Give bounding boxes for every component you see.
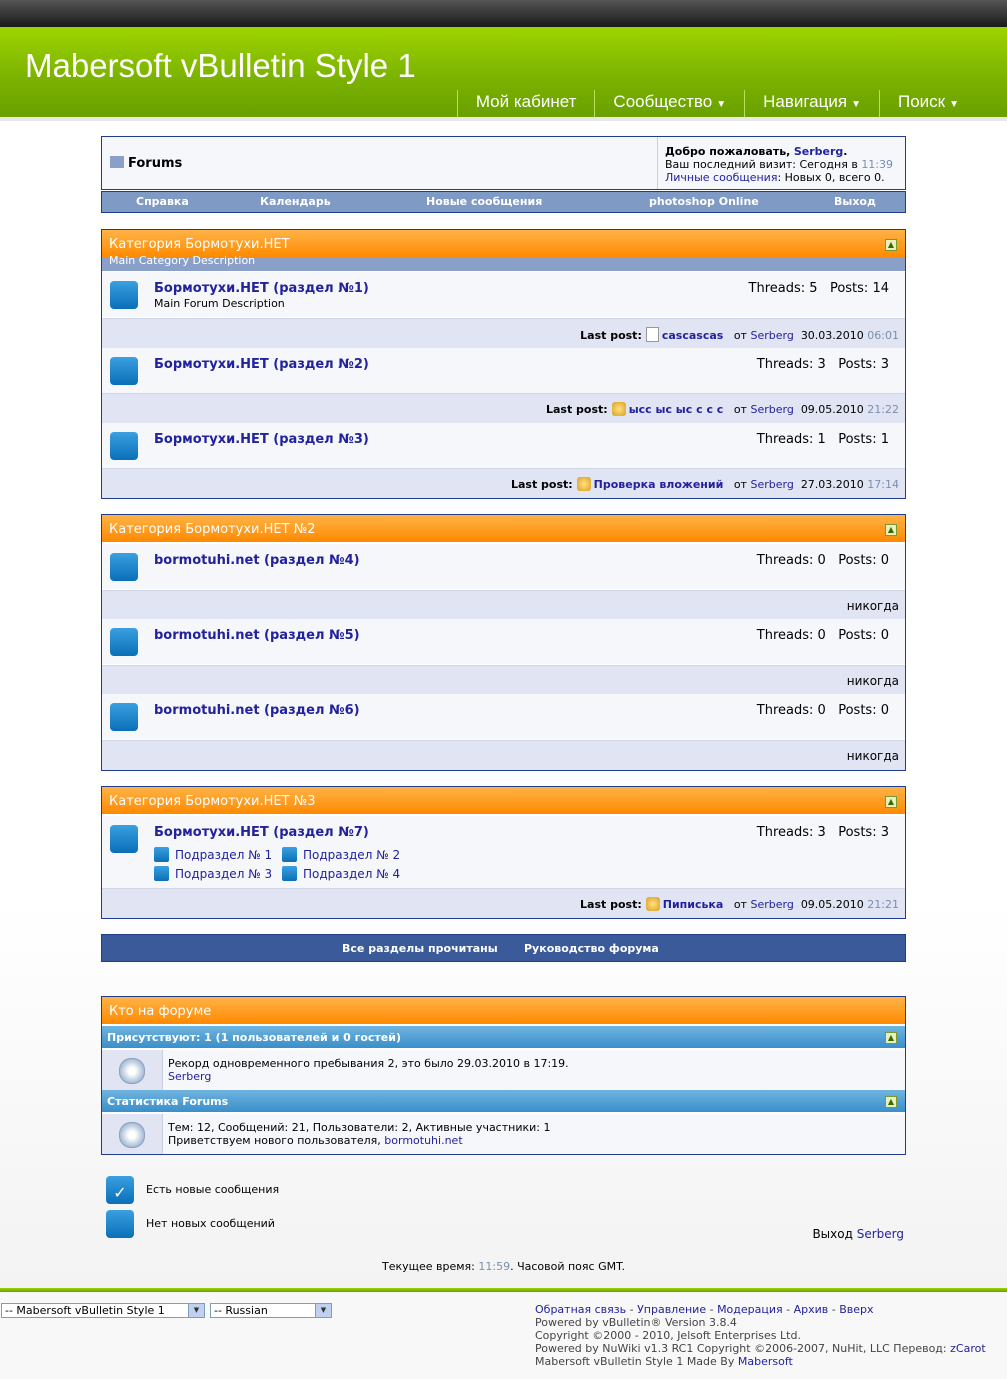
private-messages-count: : Новых 0, всего 0.	[777, 171, 885, 184]
last-post-row	[102, 318, 905, 348]
category-header	[102, 787, 905, 814]
forum-title[interactable]: bormotuhi.net (раздел №5)	[154, 628, 360, 643]
subforum-item[interactable]: Подраздел № 2	[282, 847, 400, 862]
forum-row	[102, 272, 905, 317]
nav-navigation[interactable]	[744, 90, 879, 117]
forum-status-icon	[110, 281, 138, 309]
forum-row	[102, 544, 905, 589]
last-post-row	[102, 665, 905, 695]
last-post-info: Last post: Проверка вложений от Serberg 27.03.2010 17:14	[510, 478, 899, 491]
main-nav	[457, 90, 977, 117]
last-post-row	[102, 888, 905, 918]
subforum-icon	[154, 866, 169, 881]
forum-row	[102, 619, 905, 664]
last-post-never: никогда	[846, 674, 899, 688]
thumbs-up-icon	[612, 402, 626, 416]
legend-new-posts	[106, 1176, 279, 1204]
forum-title[interactable]: Бормотухи.НЕТ (раздел №3)	[154, 432, 369, 447]
forum-stats: Threads: 0 Posts: 0	[756, 553, 889, 568]
whos-online-box	[101, 996, 906, 1155]
last-post-user[interactable]: Serberg	[750, 478, 794, 491]
powered-by: Powered by vBulletin® Version 3.8.4	[535, 1316, 737, 1329]
forum-stats: Threads: 3 Posts: 3	[756, 825, 889, 840]
last-post-title[interactable]: Проверка вложений	[593, 478, 724, 491]
logout-label: Выход	[812, 1227, 853, 1241]
nuwiki-credit: Powered by NuWiki v1.3 RC1 Copyright ©2006-2007, NuHit, LLC Перевод:	[535, 1342, 947, 1355]
last-visit-time: 11:39	[861, 158, 894, 171]
last-post-info: Last post: Пиписька от Serberg 09.05.2010 21:21	[580, 898, 899, 911]
footer-admin-link[interactable]: Управление	[637, 1303, 707, 1316]
category-description: Main Category Description	[109, 254, 256, 267]
legend-label: Есть новые сообщения	[146, 1183, 280, 1196]
nav-label: Мой кабинет	[475, 92, 577, 111]
chevron-down-icon: ▼	[188, 1304, 204, 1317]
category-block	[101, 229, 906, 499]
last-post-user[interactable]: Serberg	[750, 403, 794, 416]
last-post-user[interactable]: Serberg	[750, 898, 794, 911]
forum-stats: Threads: 1 Posts: 1	[756, 432, 889, 447]
forum-title[interactable]: Бормотухи.НЕТ (раздел №7)	[154, 825, 369, 840]
forum-status-icon	[110, 825, 138, 853]
last-post-row	[102, 740, 905, 770]
site-header	[0, 27, 1007, 117]
navbar-new-posts[interactable]: Новые сообщения	[426, 195, 543, 208]
chevron-down-icon: ▼	[851, 99, 861, 110]
welcome-panel: Добро пожаловать, Serberg. Ваш последний визит: Сегодня в 11:39 Личные сообщения: Новых 0, всего 0.	[657, 137, 904, 189]
navbar-photoshop-online[interactable]: photoshop Online	[649, 195, 759, 208]
category-title[interactable]: Категория Бормотухи.НЕТ	[109, 237, 290, 252]
forum-title[interactable]: Бормотухи.НЕТ (раздел №1)	[154, 281, 369, 296]
style-credit: Mabersoft vBulletin Style 1 Made By	[535, 1355, 735, 1368]
copyright: Copyright ©2000 - 2010, Jelsoft Enterprises Ltd.	[535, 1329, 801, 1342]
last-visit-text: Ваш последний визит: Сегодня в	[665, 158, 858, 171]
last-post-user[interactable]: Serberg	[750, 329, 794, 342]
forum-status-icon	[110, 703, 138, 731]
forum-stats: Threads: 0 Posts: 0	[756, 628, 889, 643]
category-header	[102, 515, 905, 542]
stats-row	[102, 1114, 905, 1154]
online-users-row	[102, 1050, 905, 1090]
last-post-title[interactable]: cascascas	[661, 329, 724, 342]
subforum-icon	[282, 847, 297, 862]
category-title[interactable]: Категория Бормотухи.НЕТ №3	[109, 794, 316, 809]
navbar-calendar[interactable]: Календарь	[260, 195, 331, 208]
forum-stats: Threads: 5 Posts: 14	[748, 281, 889, 296]
nav-label: Сообщество	[613, 92, 713, 111]
subforum-item[interactable]: Подраздел № 4	[282, 866, 400, 881]
category-header	[102, 230, 905, 257]
footer-top-link[interactable]: Вверх	[839, 1303, 874, 1316]
last-post-title[interactable]: Пиписька	[662, 898, 724, 911]
online-record: Рекорд одновременного пребывания 2, это было 29.03.2010 в 17:19.	[168, 1057, 569, 1070]
last-post-info: Last post: ысс ыс ыс с с с от Serberg 09.05.2010 21:22	[545, 403, 899, 416]
users-icon-cell	[102, 1050, 163, 1090]
last-post-row	[102, 393, 905, 423]
collapse-icon[interactable]: ▲	[885, 239, 897, 251]
footer-links: Обратная связь - Управление - Модерация - Архив - Вверх Powered by vBulletin® Version 3.8.4 Copyright ©2000 - 2010, Jelsoft Enterprises Ltd. Powered by NuWiki v1.3 RC1 Copyright ©2006-2007, NuHit, LLC Перевод: zCarot Mabersoft vBulletin Style 1 Made By Mabersoft	[535, 1303, 986, 1368]
whos-online-header	[102, 997, 905, 1024]
users-icon	[119, 1058, 145, 1084]
stats-bar	[102, 1090, 905, 1112]
footer-contact-link[interactable]: Обратная связь	[535, 1303, 627, 1316]
online-users-bar	[102, 1026, 905, 1048]
language-select[interactable]: -- Russian ▼	[210, 1303, 332, 1318]
forum-status-icon	[110, 628, 138, 656]
online-users-text	[168, 1057, 569, 1083]
forum-leaders-link[interactable]: Руководство форума	[524, 942, 659, 955]
category-block	[101, 514, 906, 771]
forum-status-icon	[110, 432, 138, 460]
forum-title[interactable]: Бормотухи.НЕТ (раздел №2)	[154, 357, 369, 372]
thumbs-up-icon	[577, 477, 591, 491]
forum-title[interactable]: bormotuhi.net (раздел №4)	[154, 553, 360, 568]
style-select[interactable]: -- Mabersoft vBulletin Style 1 ▼	[1, 1303, 205, 1318]
whos-online-title[interactable]: Кто на форуме	[109, 1004, 212, 1019]
users-icon	[119, 1122, 145, 1148]
forum-status-icon	[110, 553, 138, 581]
forum-row	[102, 423, 905, 468]
collapse-icon[interactable]: ▲	[885, 1096, 897, 1108]
legend-label: Нет новых сообщений	[146, 1217, 275, 1230]
newest-member-link[interactable]: bormotuhi.net	[384, 1134, 463, 1147]
online-user-link[interactable]: Serberg	[168, 1070, 212, 1083]
subforum-item[interactable]: Подраздел № 1	[154, 847, 272, 862]
page-footer	[0, 1292, 1007, 1379]
logout-link[interactable]	[812, 1227, 904, 1241]
subforum-item[interactable]: Подраздел № 3	[154, 866, 272, 881]
chevron-down-icon: ▼	[949, 99, 959, 110]
stats-text	[168, 1121, 550, 1147]
users-icon-cell	[102, 1114, 163, 1154]
forum-row	[102, 694, 905, 739]
nav-label: Навигация	[763, 92, 848, 111]
nav-toolbar	[101, 191, 906, 213]
last-post-row	[102, 468, 905, 498]
newest-member-text: Приветствуем нового пользователя,	[168, 1134, 381, 1147]
last-post-info: Last post: cascascas от Serberg 30.03.2010 06:01	[580, 329, 899, 342]
legend-no-new-posts	[106, 1210, 275, 1238]
category-title[interactable]: Категория Бормотухи.НЕТ №2	[109, 522, 316, 537]
welcome-text: Добро пожаловать,	[665, 145, 791, 158]
nav-label: Поиск	[897, 92, 946, 111]
mark-all-read-link[interactable]: Все разделы прочитаны	[342, 942, 498, 955]
welcome-username[interactable]: Serberg	[793, 145, 844, 158]
collapse-icon[interactable]: ▲	[885, 1032, 897, 1044]
forum-stats: Threads: 3 Posts: 3	[756, 357, 889, 372]
footer-archive-link[interactable]: Архив	[793, 1303, 829, 1316]
forum-actions-bar	[101, 934, 906, 962]
breadcrumb	[110, 156, 182, 171]
last-post-row	[102, 590, 905, 620]
forum-row	[102, 348, 905, 393]
last-post-title[interactable]: ысс ыс ыс с с с	[628, 403, 724, 416]
no-new-posts-icon	[106, 1210, 134, 1238]
navbar-help[interactable]: Справка	[136, 195, 189, 208]
forum-row	[102, 816, 905, 888]
chevron-down-icon: ▼	[315, 1304, 331, 1317]
breadcrumb-box	[101, 136, 906, 190]
navbar-logout[interactable]: Выход	[834, 195, 876, 208]
footer-mod-link[interactable]: Модерация	[717, 1303, 783, 1316]
forum-folder-icon	[110, 156, 124, 168]
collapse-icon[interactable]: ▲	[885, 524, 897, 536]
private-messages-link[interactable]: Личные сообщения	[665, 171, 778, 184]
forum-status-icon	[110, 357, 138, 385]
current-time: Текущее время: 11:59. Часовой пояс GMT.	[381, 1260, 625, 1273]
stats-counts: Тем: 12, Сообщений: 21, Пользователи: 2, Активные участники: 1	[168, 1121, 551, 1134]
breadcrumb-current[interactable]: Forums	[128, 156, 183, 171]
chevron-down-icon: ▼	[716, 99, 727, 110]
online-users-count[interactable]: Присутствуют: 1 (1 пользователей и 0 гостей)	[107, 1031, 401, 1044]
last-post-never: никогда	[846, 599, 899, 613]
stats-title: Статистика Forums	[107, 1095, 229, 1108]
thumbs-up-icon	[646, 897, 660, 911]
document-icon	[646, 327, 659, 342]
last-post-never: никогда	[846, 749, 899, 763]
subforum-icon	[154, 847, 169, 862]
forum-description: Main Forum Description	[154, 297, 285, 310]
header-shadow	[0, 117, 1007, 121]
top-dark-bar	[0, 0, 1007, 27]
translator-link[interactable]: zCarot	[950, 1342, 986, 1355]
new-posts-icon: ✓	[106, 1176, 134, 1204]
subforum-icon	[282, 866, 297, 881]
site-title[interactable]: Mabersoft vBulletin Style 1	[25, 47, 416, 84]
logout-username: Serberg	[856, 1227, 904, 1241]
nav-community[interactable]	[594, 90, 744, 117]
forum-stats: Threads: 0 Posts: 0	[756, 703, 889, 718]
collapse-icon[interactable]: ▲	[885, 796, 897, 808]
forum-title[interactable]: bormotuhi.net (раздел №6)	[154, 703, 360, 718]
style-author-link[interactable]: Mabersoft	[737, 1355, 793, 1368]
nav-my-cabinet[interactable]	[457, 90, 595, 117]
category-block	[101, 786, 906, 919]
nav-search[interactable]	[879, 90, 977, 117]
